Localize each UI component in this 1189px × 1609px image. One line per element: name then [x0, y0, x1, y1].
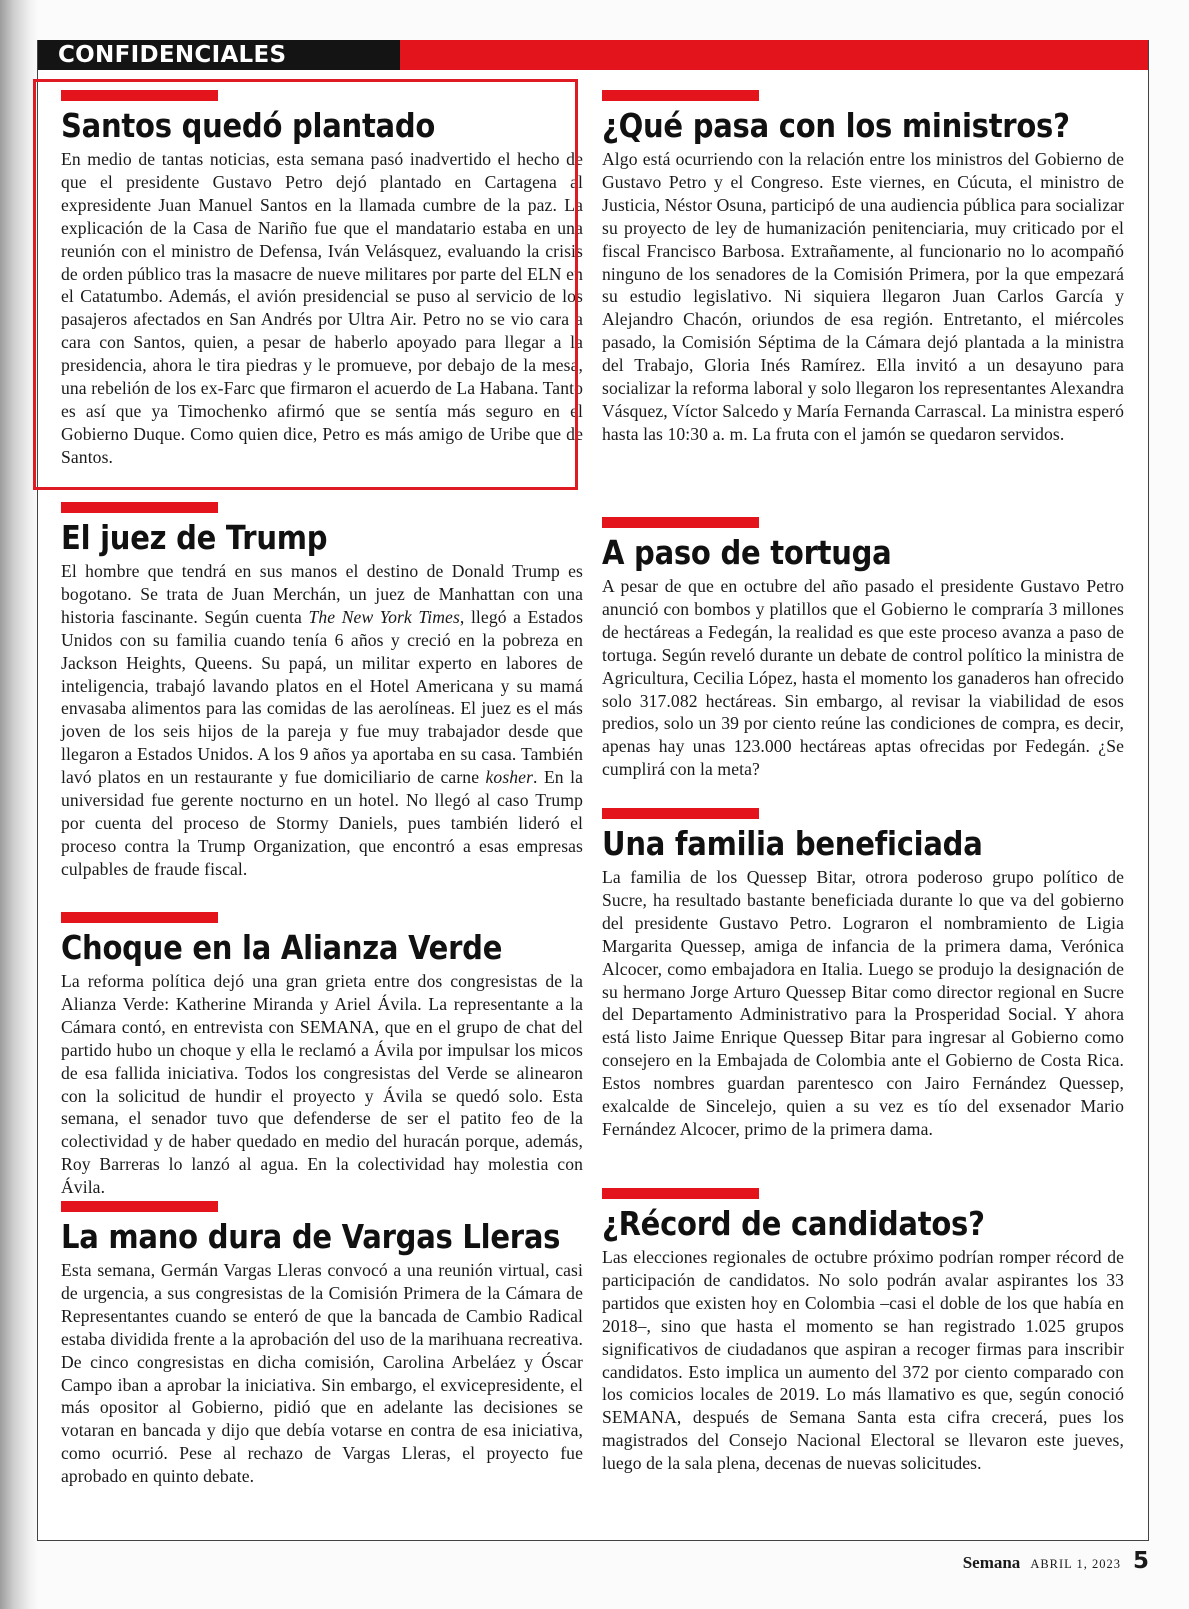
article-title: A paso de tortuga: [602, 533, 892, 572]
red-kicker-bar: [61, 502, 218, 513]
article-title: El juez de Trump: [61, 518, 328, 557]
article-santos: [61, 90, 583, 502]
article-familia: [602, 808, 1124, 1188]
article-title: ¿Qué pasa con los ministros?: [602, 106, 1070, 145]
section-accent-bar: [400, 40, 1148, 70]
article-body: La reforma política dejó una gran grieta entre dos congresistas de la Alianza Verde: Katherine Miranda y Ariel Ávila. La representante a la Cámara contó, en entrevista con SEMANA, que en el grupo de chat del partido hubo un choque y ella le reclamó a Ávila por impulsar los micos de esa fallida iniciativa. Todos los congresistas del Verde se alinearon con la solicitud de hundir el proyecto y Ávila se quedó solo. Esta semana, el senador tuvo que defenderse de ser el patito feo de la colectividad y de haber quedado en medio del huracán porque, además, Roy Barreras lo lanzó al agua. En la colectividad hay molestia con Ávila.: [61, 971, 583, 1198]
article-vargas-lleras: [61, 1201, 583, 1488]
article-body: La familia de los Quessep Bitar, otrora poderoso grupo político de Sucre, ha resultado bastante beneficiada durante lo que va del gobierno del presidente Gustavo Petro. Lograron el nombramiento de Ligia Margarita Quessep, amiga de infancia de la primera dama, Verónica Alcocer, como embajadora en Italia. Luego se produjo la designación de su hermano Jorge Arturo Quessep Bitar como director regional en Sucre del Departamento Administrativo para la Prosperidad Social. Y ahora está listo Jaime Enrique Quessep Bitar para ingresar al Gobierno como consejero en la Embajada de Colombia ante el Gobierno de Costa Rica. Estos nombres guardan parentesco con Jairo Fernández Quessep, exalcalde de Sincelejo, quien a su vez es tío del exsenador Mario Fernández Alcocer, primo de la primera dama.: [602, 867, 1124, 1139]
left-column: [61, 90, 583, 1488]
red-kicker-bar: [602, 808, 759, 819]
article-body: Esta semana, Germán Vargas Lleras convocó a una reunión virtual, casi de urgencia, a sus congresistas de la Comisión Primera de la Cámara de Representantes cuando se enteró de que la bancada de Cambio Radical estaba dividida frente a la aprobación del uso de la marihuana recreativa. De cinco congresistas en dicha comisión, Carolina Arbeláez y Óscar Campo iban a aprobar la iniciativa. Sin embargo, el exvicepresidente, el más opositor al Gobierno, pidió que en adelante las decisiones se votaran en bancada y dijo que debía votarse en contra de esa iniciativa, como ocurrió. Pese al rechazo de Vargas Lleras, el proyecto fue aprobado en quinto debate.: [61, 1260, 583, 1487]
article-title: Santos quedó plantado: [61, 106, 436, 145]
article-title: La mano dura de Vargas Lleras: [61, 1217, 561, 1256]
red-kicker-bar: [602, 517, 759, 528]
red-kicker-bar: [61, 912, 218, 923]
red-kicker-bar: [61, 90, 218, 101]
red-kicker-bar: [61, 1201, 218, 1212]
article-alianza-verde: [61, 912, 583, 1201]
publication-name: The New York Times: [308, 606, 460, 627]
red-kicker-bar: [602, 1188, 759, 1199]
page-footer: [963, 1548, 1149, 1574]
magazine-name: Semana: [962, 1553, 1021, 1572]
article-ministros: [602, 90, 1124, 517]
article-juez-trump: [61, 502, 583, 912]
article-title: Una familia beneficiada: [602, 824, 983, 863]
section-label: CONFIDENCIALES: [38, 40, 400, 70]
article-tortuga: [602, 517, 1124, 808]
body-part: . En la universidad fue gerente nocturno en un hotel. No llegó al caso Trump por cuenta del proceso de Stormy Daniels, pues también lideró el proceso contra la Trump Organization, que encontró a esas empresas culpables de fraude fiscal.: [61, 767, 583, 879]
issue-date: ABRIL 1, 2023: [1030, 1557, 1121, 1571]
article-title: ¿Récord de candidatos?: [602, 1204, 985, 1243]
right-column: [602, 90, 1124, 1475]
italic-term: kosher: [485, 767, 534, 788]
article-body: Algo está ocurriendo con la relación entre los ministros del Gobierno de Gustavo Petro y el Congreso. Este viernes, en Cúcuta, el ministro de Justicia, Néstor Osuna, participó de una audiencia pública para socializar su proyecto de ley de humanización penitenciaria, muy criticado por el fiscal Francisco Barbosa. Extrañamente, al funcionario no lo acompañó ninguno de los senadores de la Comisión Primera, por la que empezará su estudio legislativo. Ni siquiera llegaron Juan Carlos García y Alejandro Chacón, oriundos de esa región. Entretanto, el miércoles pasado, la Comisión Séptima de la Cámara dejó plantada a la ministra del Trabajo, Gloria Inés Ramírez. Ella invitó a un desayuno para socializar la reforma laboral y solo llegaron los representantes Alexandra Vásquez, Víctor Salcedo y María Fernanda Carrascal. La ministra esperó hasta las 10:30 a. m. La fruta con el jamón se quedaron servidos.: [602, 149, 1124, 444]
article-body: [61, 560, 583, 881]
article-title: Choque en la Alianza Verde: [61, 928, 503, 967]
magazine-page: [37, 40, 1149, 1541]
article-record: [602, 1188, 1124, 1475]
page-number: 5: [1132, 1548, 1149, 1574]
body-part: El hombre que tendrá en sus manos el destino de Donald Trump es bogotano. Se trata de Juan Merchán, un juez de Manhattan con una historia fascinante. Según cuenta: [61, 561, 583, 627]
section-header: [38, 40, 1148, 70]
article-body: Las elecciones regionales de octubre próximo podrían romper récord de participación de candidatos. No solo podrán avalar aspirantes los 33 partidos que existen hoy en Colombia –casi el doble de los que había en 2018–, sino que hasta el momento se han registrado 1.025 grupos significativos de ciudadanos que aspiran a recoger firmas para inscribir candidatos. Esto implica un aumento del 372 por ciento comparado con los comicios locales de 2019. Lo más llamativo es que, según conoció SEMANA, después de Semana Santa esta cifra crecerá, pues los magistrados del Consejo Nacional Electoral se llevaron este jueves, luego de la sala plena, decenas de nuevas solicitudes.: [602, 1247, 1124, 1474]
article-body: A pesar de que en octubre del año pasado el presidente Gustavo Petro anunció con bombos y platillos que el Gobierno le compraría 3 millones de hectáreas a Fedegán, la realidad es que este proceso avanza a paso de tortuga. Según reveló durante un debate de control político la ministra de Agricultura, Cecilia López, hasta el momento los ganaderos han ofrecido solo 317.082 hectáreas. Sin embargo, al revisar la viabilidad de esos predios, solo un 39 por ciento reúne las condiciones de compra, es decir, apenas hay unas 123.000 hectáreas aptas ofrecidas por Fedegán. ¿Se cumplirá con la meta?: [602, 576, 1124, 780]
red-kicker-bar: [602, 90, 759, 101]
body-part: , llegó a Estados Unidos con su familia cuando tenía 6 años y creció en la pobreza en Jackson Heights, Queens. Su papá, un militar experto en labores de inteligencia, trabajó lavando platos en el Hotel Americana y su mamá envasaba alimentos para las comidas de las aerolíneas. El juez es el más joven de los seis hijos de la pareja y fue muy trabajador desde que llegaron a Estados Unidos. A los 9 años ya aportaba en su casa. También lavó platos en un restaurante y fue domiciliario de carne: [61, 606, 584, 788]
article-body: En medio de tantas noticias, esta semana pasó inadvertido el hecho de que el presidente Gustavo Petro dejó plantado en Cartagena al expresidente Juan Manuel Santos en la llamada cumbre de la paz. La explicación de la Casa de Nariño fue que el mandatario estaba en una reunión con el ministro de Defensa, Iván Velásquez, evaluando la crisis de orden público tras la masacre de nueve militares por parte del ELN en el Catatumbo. Además, el avión presidencial se puso al servicio de los pasajeros afectados en San Andrés por Ultra Air. Petro no se vio cara a cara con Santos, quien, a pesar de haberlo apoyado para llegar a la presidencia, ahora le tira piedras y le promueve, por debajo de la mesa, una rebelión de los ex-Farc que firmaron el acuerdo de La Habana. Tanto es así que ya Timochenko afirmó que se sentía más seguro en el Gobierno Duque. Como quien dice, Petro es más amigo de Uribe que de Santos.: [61, 149, 583, 467]
